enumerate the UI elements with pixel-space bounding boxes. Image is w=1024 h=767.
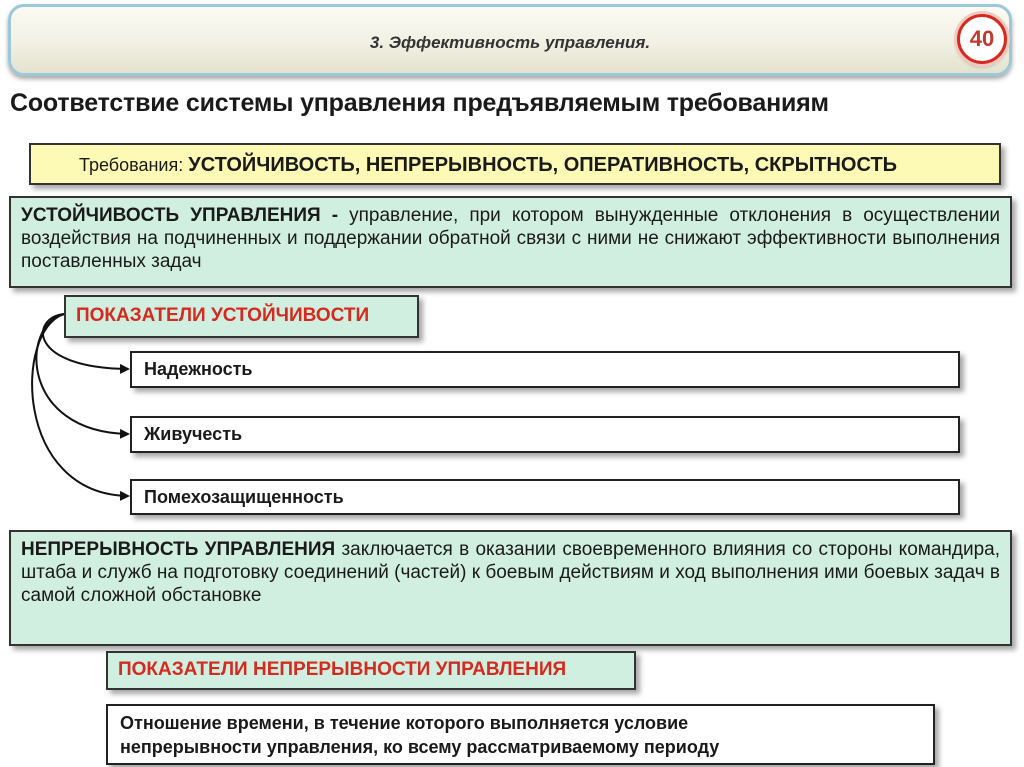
stability-term: УСТОЙЧИВОСТЬ УПРАВЛЕНИЯ - [21,205,339,226]
indicator-survivability: Живучесть [130,416,960,453]
continuity-indicator-line-2: непрерывности управления, ко всему рассматриваемому периоду [120,737,720,757]
connector-arrow-noise-immunity [32,314,128,496]
continuity-term: НЕПРЕРЫВНОСТЬ УПРАВЛЕНИЯ [21,539,336,560]
section-title: 3. Эффективность управления. [369,33,651,52]
continuity-indicator-box [106,704,935,765]
page-title: Соответствие системы управления предъявляемым требованиям [10,89,829,117]
continuity-indicator-line-1: Отношение времени, в течение которого выполняется условие [120,713,689,733]
continuity-indicators-header: ПОКАЗАТЕЛИ НЕПРЕРЫВНОСТИ УПРАВЛЕНИЯ [106,651,636,690]
continuity-definition-box [9,530,1012,646]
connector-arrow-survivability [36,314,128,434]
connector-arrow-reliability [43,314,128,369]
indicator-noise-immunity: Помехозащищенность [130,479,960,515]
stability-definition: управление, при котором вынужденные отклонения в осуществлении воздействия на подчиненных и поддержании обратной связи с ними не снижают эффективности выполнения поставленных задач [21,205,1000,272]
requirements-list: УСТОЙЧИВОСТЬ, НЕПРЕРЫВНОСТЬ, ОПЕРАТИВНОСТЬ, СКРЫТНОСТЬ [188,154,898,176]
continuity-definition: заключается в оказании своевременного влияния со стороны командира, штаба и служб на подготовку соединений (частей) к боевым действиям и ход выполнения ими боевых задач в самой сложной обстановке [21,539,1000,606]
page-number-badge: 40 [957,14,1007,64]
requirements-label: Требования: [79,155,189,175]
indicator-reliability: Надежность [130,351,960,388]
stability-indicators-header: ПОКАЗАТЕЛИ УСТОЙЧИВОСТИ [64,295,419,338]
